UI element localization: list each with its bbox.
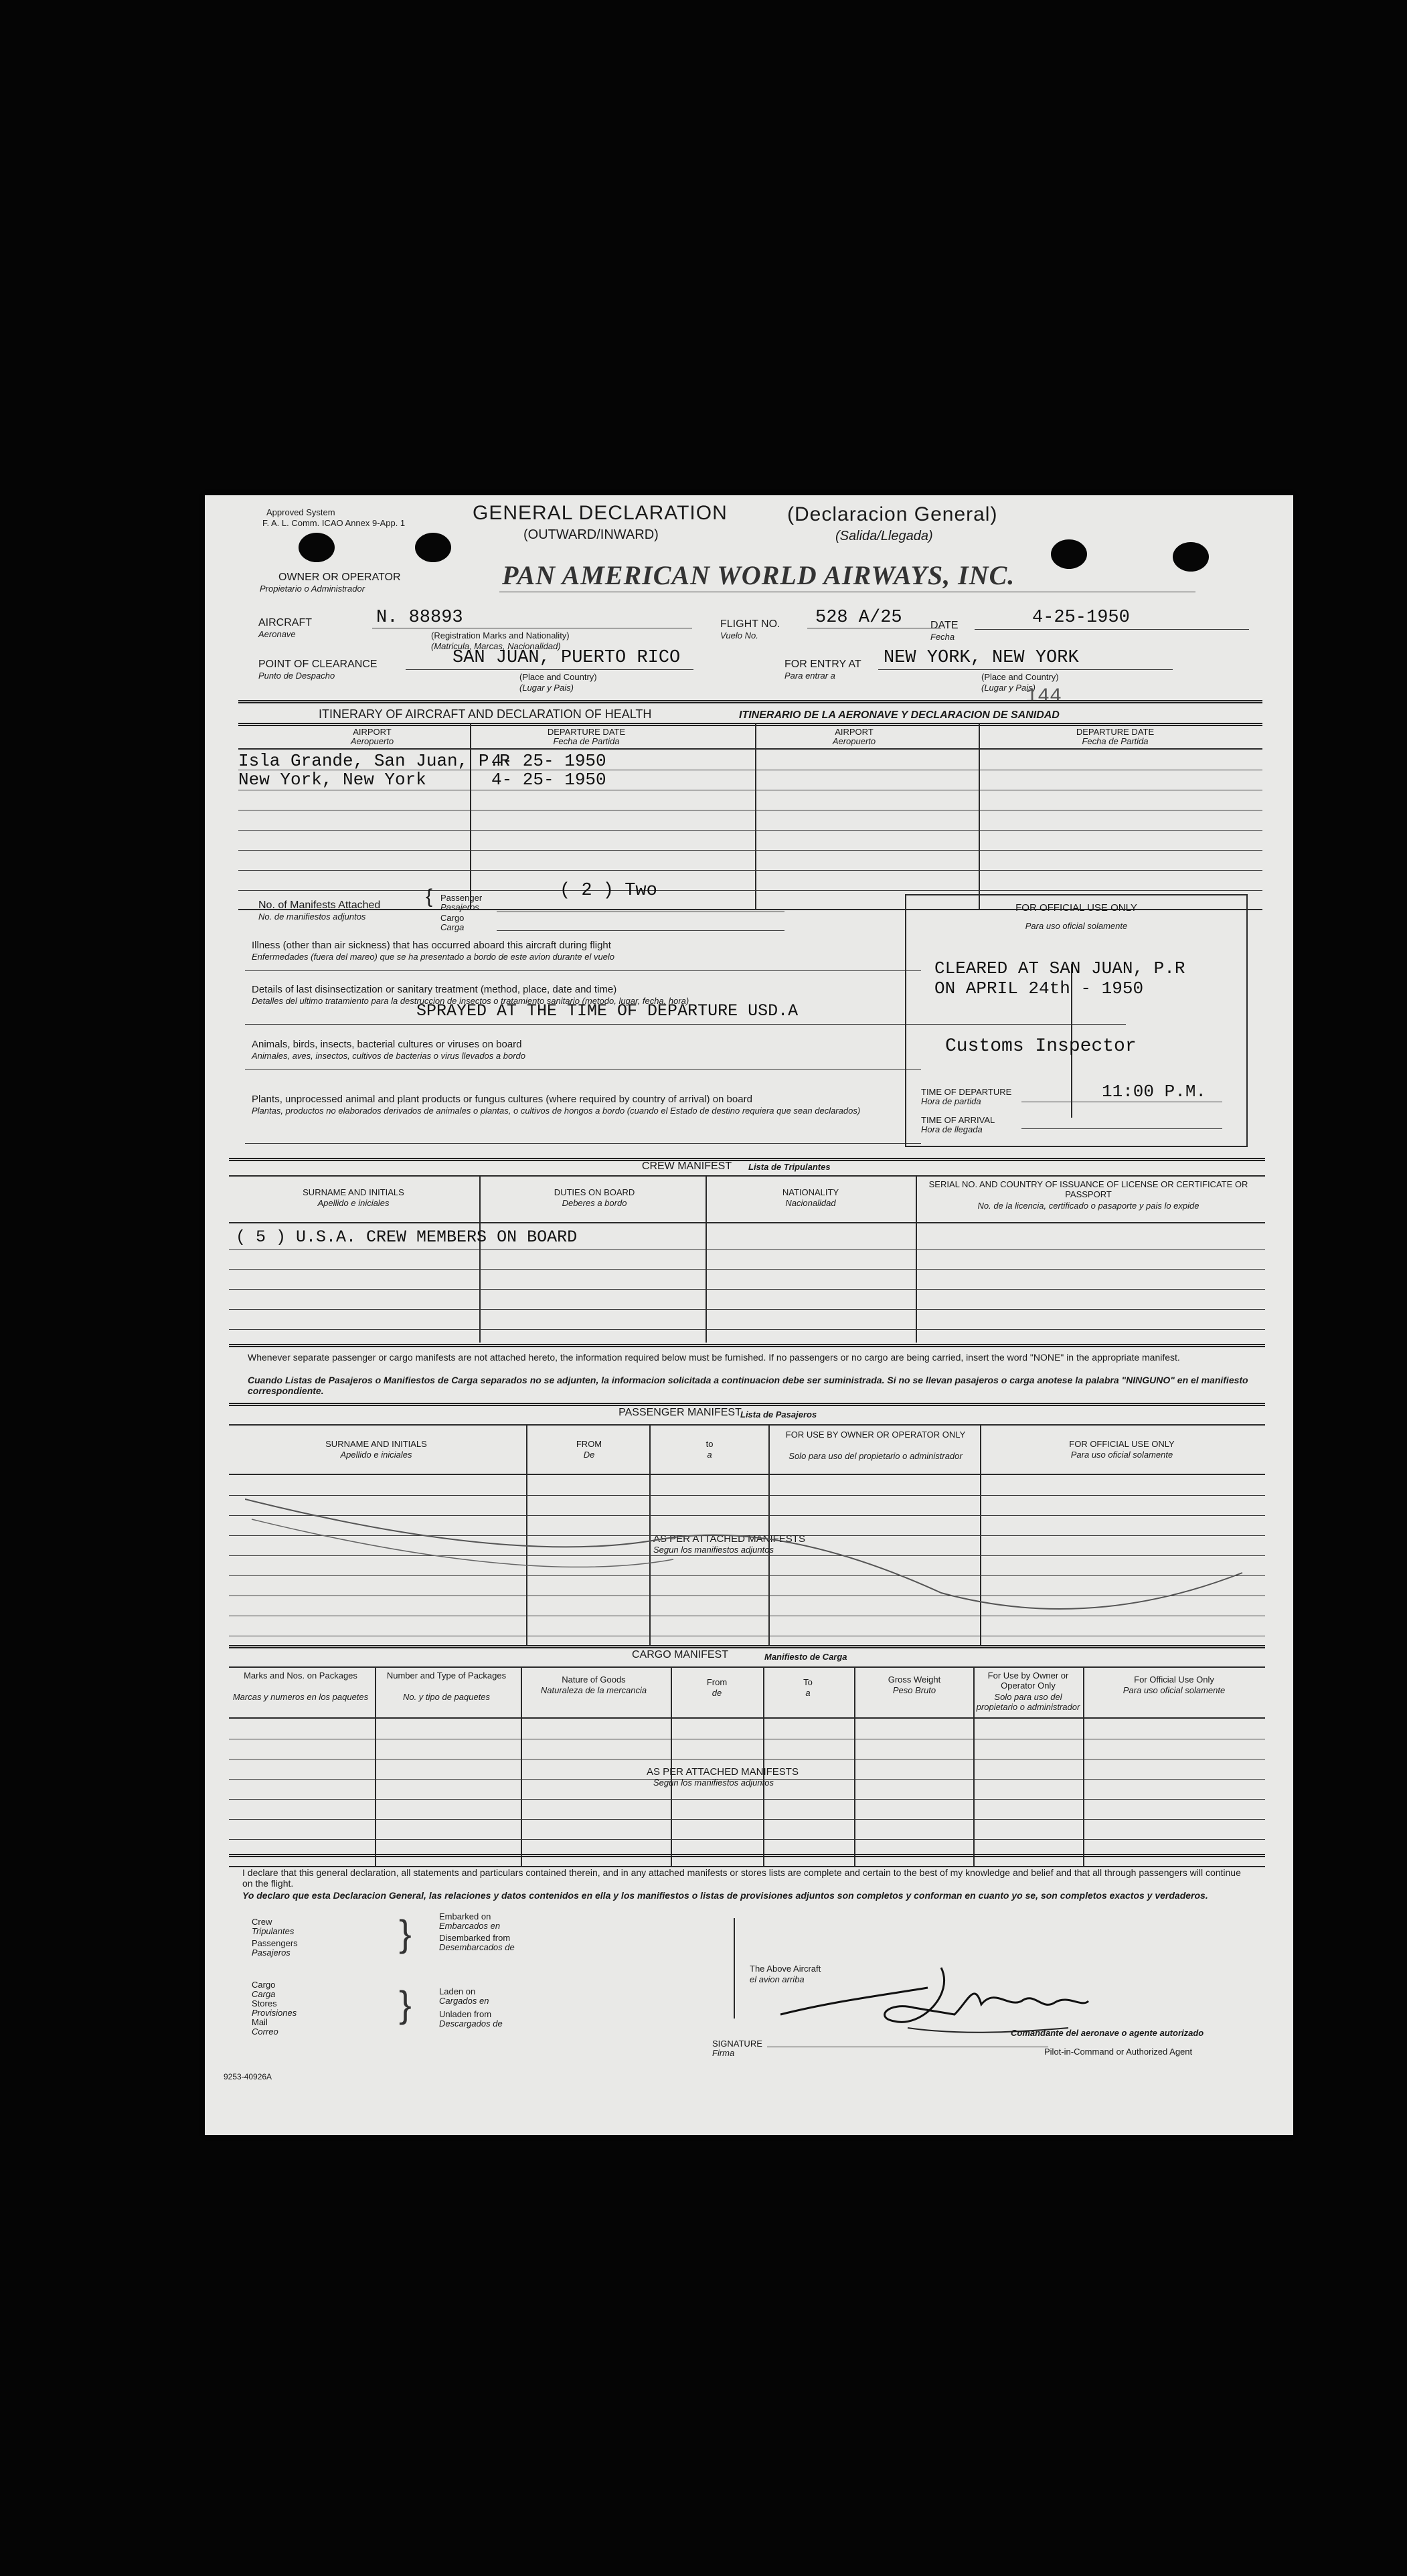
registration-note-es: (Matricula, Marcas, Nacionalidad) bbox=[431, 641, 561, 651]
crew-col-surname-es: Apellido e iniciales bbox=[317, 1198, 390, 1208]
pax-attached-es: Segun los manifiestos adjuntos bbox=[653, 1545, 774, 1555]
pax-col-from-es: De bbox=[583, 1450, 595, 1460]
crew-col-license: SERIAL NO. AND COUNTRY OF ISSUANCE OF LICENSE OR CERTIFICATE OR PASSPORT bbox=[928, 1179, 1248, 1199]
unladen-label: Unladen from bbox=[439, 2009, 492, 2019]
cargo-col-owner: For Use by Owner or Operator Only bbox=[987, 1670, 1069, 1691]
approved-note: Approved System bbox=[266, 507, 335, 517]
pax-col-official-es: Para uso oficial solamente bbox=[1070, 1450, 1173, 1460]
illness-text: Illness (other than air sickness) that has occurred aboard this aircraft during flight bbox=[252, 940, 611, 951]
signature-label-es: Firma bbox=[712, 2048, 735, 2058]
passengers-label: Passengers bbox=[252, 1938, 298, 1948]
date-value: 4-25-1950 bbox=[1032, 608, 1130, 628]
aircraft-label-es: Aeronave bbox=[258, 629, 296, 639]
cargo-attached: AS PER ATTACHED MANIFESTS bbox=[647, 1766, 799, 1778]
place-note-2: (Place and Country) bbox=[981, 672, 1059, 682]
official-heading-es: Para uso oficial solamente bbox=[1025, 921, 1128, 931]
cargo-col-from: From bbox=[706, 1677, 728, 1687]
cargo-col-weight-es: Peso Bruto bbox=[892, 1685, 936, 1695]
passenger-label-es: Pasajeros bbox=[440, 902, 479, 912]
itinerary-heading: ITINERARY OF AIRCRAFT AND DECLARATION OF HEALTH bbox=[319, 707, 652, 721]
manifests-value: ( 2 ) Two bbox=[560, 881, 657, 901]
itin-col-airport-2: AIRPORT bbox=[835, 727, 874, 737]
punch-hole bbox=[1173, 542, 1209, 572]
laden-label: Laden on bbox=[439, 1986, 476, 1996]
flight-no-value: 528 A/25 bbox=[815, 608, 902, 628]
itin-col-airport-2-es: Aeropuerto bbox=[832, 736, 876, 746]
clearance-label-es: Punto de Despacho bbox=[258, 671, 335, 681]
itin-col-airport-es: Aeropuerto bbox=[350, 736, 394, 746]
notice-text-es: Cuando Listas de Pasajeros o Manifiestos de Carga separados no se adjunten, la informacion solicitada a continuacion debe ser suministrada. Si no se llevan pasajeros o carga anotese la palabra "NINGUNO" en el manifiesto correspondiente. bbox=[248, 1375, 1248, 1396]
plants-text-es: Plantas, productos no elaborados derivados de animales o plantas, o cultivos de hongos a bordo (cuando el Estado de destino requiera que sean declarados) bbox=[252, 1106, 861, 1116]
entry-value: NEW YORK, NEW YORK bbox=[884, 648, 1079, 668]
registration-note: (Registration Marks and Nationality) bbox=[431, 630, 570, 640]
cargo-label: Cargo bbox=[440, 913, 465, 923]
cargo-col-official: For Official Use Only bbox=[1134, 1675, 1214, 1685]
aircraft-value: N. 88893 bbox=[376, 608, 463, 628]
approved-ref: F. A. L. Comm. ICAO Annex 9-App. 1 bbox=[262, 518, 406, 528]
cargo-col-weight: Gross Weight bbox=[888, 1675, 941, 1685]
itin-col-departure-2: DEPARTURE DATE bbox=[1076, 727, 1155, 737]
pax-attached: AS PER ATTACHED MANIFESTS bbox=[653, 1533, 805, 1545]
cargo-decl-label-es: Carga bbox=[252, 1989, 276, 1999]
crossed-out-lines bbox=[245, 1459, 1249, 1633]
itin-col-departure: DEPARTURE DATE bbox=[547, 727, 626, 737]
disinfection-text-es: Detalles del ultimo tratamiento para la destruccion de insectos o tratamiento sanitario (metodo, lugar, fecha, hora) bbox=[252, 996, 689, 1006]
animals-text: Animals, birds, insects, bacterial cultures or viruses on board bbox=[252, 1039, 522, 1050]
direction: (OUTWARD/INWARD) bbox=[523, 527, 659, 542]
official-heading: FOR OFFICIAL USE ONLY bbox=[1015, 902, 1137, 914]
stores-label-es: Provisiones bbox=[252, 2008, 297, 2018]
passenger-heading: PASSENGER MANIFEST bbox=[618, 1407, 742, 1418]
flight-no-label-es: Vuelo No. bbox=[720, 630, 758, 640]
itin-col-departure-es: Fecha de Partida bbox=[553, 736, 620, 746]
cargo-col-nature-es: Naturaleza de la mercancia bbox=[540, 1685, 647, 1695]
entry-label-es: Para entrar a bbox=[784, 671, 835, 681]
commander-label: Comandante del aeronave o agente autorizado bbox=[1011, 2028, 1204, 2038]
arrival-label-es: Hora de llegada bbox=[921, 1124, 983, 1134]
official-use-box bbox=[905, 894, 1248, 1147]
notice-text: Whenever separate passenger or cargo manifests are not attached hereto, the information required below must be furnished. If no passengers or no cargo are being carried, insert the word "NONE" in the appropriate manifest. bbox=[248, 1352, 1180, 1363]
cargo-decl-label: Cargo bbox=[252, 1980, 276, 1990]
cargo-col-from-es: de bbox=[712, 1688, 722, 1698]
stamp-line1: CLEARED AT SAN JUAN, P.R bbox=[934, 958, 1185, 978]
crew-label-es: Tripulantes bbox=[252, 1926, 295, 1936]
cargo-label-es: Carga bbox=[440, 922, 465, 932]
itinerary-heading-es: ITINERARIO DE LA AERONAVE Y DECLARACION DE SANIDAD bbox=[739, 709, 1060, 721]
crew-heading-es: Lista de Tripulantes bbox=[748, 1162, 831, 1172]
crew-heading: CREW MANIFEST bbox=[641, 1161, 732, 1172]
itin-row1-airport: Isla Grande, San Juan, P.R bbox=[238, 751, 510, 771]
cargo-col-number-es: No. y tipo de paquetes bbox=[402, 1692, 491, 1702]
cargo-col-marks-es: Marcas y numeros en los paquetes bbox=[232, 1692, 369, 1702]
cargo-attached-es: Segun los manifiestos adjuntos bbox=[653, 1778, 774, 1788]
passengers-label-es: Pasajeros bbox=[252, 1948, 291, 1958]
crew-col-duties: DUTIES ON BOARD bbox=[554, 1187, 635, 1197]
crew-col-license-es: No. de la licencia, certificado o pasaporte y pais lo expide bbox=[977, 1201, 1199, 1211]
pax-col-owner: FOR USE BY OWNER OR OPERATOR ONLY bbox=[785, 1430, 966, 1440]
cargo-heading: CARGO MANIFEST bbox=[631, 1649, 728, 1660]
itin-row2-airport: New York, New York bbox=[238, 770, 426, 790]
departure-label-es: Hora de partida bbox=[921, 1096, 981, 1106]
customs-inspector: Customs Inspector bbox=[945, 1036, 1137, 1057]
aircraft-label: AIRCRAFT bbox=[258, 617, 312, 628]
stamp-line2: ON APRIL 24th - 1950 bbox=[934, 978, 1144, 999]
pax-col-surname: SURNAME AND INITIALS bbox=[325, 1439, 427, 1449]
pax-col-from: FROM bbox=[576, 1439, 602, 1449]
punch-hole bbox=[415, 533, 451, 562]
entry-label: FOR ENTRY AT bbox=[784, 659, 861, 670]
operator-name: PAN AMERICAN WORLD AIRWAYS, INC. bbox=[502, 560, 1015, 590]
itin-row2-date: 4- 25- 1950 bbox=[491, 770, 606, 790]
brace-icon: { bbox=[426, 885, 433, 908]
date-label-es: Fecha bbox=[930, 632, 955, 642]
mail-label: Mail bbox=[252, 2017, 268, 2027]
manifests-label-es: No. de manifiestos adjuntos bbox=[258, 912, 366, 922]
passenger-label: Passenger bbox=[440, 893, 483, 903]
embarked-label-es: Embarcados en bbox=[439, 1921, 501, 1931]
crew-col-duties-es: Deberes a bordo bbox=[562, 1198, 627, 1208]
cargo-heading-es: Manifiesto de Carga bbox=[764, 1652, 847, 1662]
crew-col-nationality: NATIONALITY bbox=[782, 1187, 839, 1197]
place-note-2-es: (Lugar y Pais) bbox=[981, 683, 1036, 693]
disembarked-label-es: Desembarcados de bbox=[439, 1942, 515, 1952]
declaration-form bbox=[205, 495, 1293, 2135]
declaration-text: I declare that this general declaration, all statements and particulars contained therein, and in any attached manifests or stores lists are complete and certain to the best of my knowledge and belief and that all through passengers will continue on the flight. bbox=[242, 1867, 1241, 1889]
form-title: GENERAL DECLARATION bbox=[473, 502, 728, 524]
punch-hole bbox=[299, 533, 335, 562]
pax-col-official: FOR OFFICIAL USE ONLY bbox=[1069, 1439, 1175, 1449]
pax-col-to-es: a bbox=[707, 1450, 712, 1460]
owner-label-es: Propietario o Administrador bbox=[260, 584, 365, 594]
stores-label: Stores bbox=[252, 1998, 277, 2008]
pax-col-owner-es: Solo para uso del propietario o administrador bbox=[789, 1451, 963, 1461]
plants-text: Plants, unprocessed animal and plant products or fungus cultures (where required by country of arrival) on board bbox=[252, 1094, 752, 1105]
disinfection-value: SPRAYED AT THE TIME OF DEPARTURE USD.A bbox=[416, 1001, 799, 1021]
itin-col-airport: AIRPORT bbox=[353, 727, 392, 737]
arrival-label: TIME OF ARRIVAL bbox=[921, 1115, 995, 1125]
pax-col-to: to bbox=[706, 1439, 714, 1449]
cargo-col-marks: Marks and Nos. on Packages bbox=[244, 1670, 357, 1681]
owner-label: OWNER OR OPERATOR bbox=[278, 572, 401, 583]
form-number: 9253-40926A bbox=[224, 2072, 272, 2081]
brace-icon: } bbox=[399, 1912, 412, 1954]
crew-col-nationality-es: Nacionalidad bbox=[785, 1198, 836, 1208]
cargo-col-to: To bbox=[803, 1677, 813, 1687]
itin-col-departure-2-es: Fecha de Partida bbox=[1082, 736, 1149, 746]
above-aircraft-es: el avion arriba bbox=[750, 1974, 805, 1984]
cargo-col-official-es: Para uso oficial solamente bbox=[1123, 1685, 1226, 1695]
animals-text-es: Animales, aves, insectos, cultivos de bacterias o virus llevados a bordo bbox=[252, 1051, 525, 1061]
passenger-heading-es: Lista de Pasajeros bbox=[740, 1409, 817, 1420]
flight-no-label: FLIGHT NO. bbox=[720, 618, 780, 630]
disembarked-label: Disembarked from bbox=[439, 1933, 511, 1943]
crew-entry: ( 5 ) U.S.A. CREW MEMBERS ON BOARD bbox=[236, 1227, 578, 1247]
pax-col-surname-es: Apellido e iniciales bbox=[340, 1450, 412, 1460]
punch-hole bbox=[1051, 539, 1087, 569]
unladen-label-es: Descargados de bbox=[439, 2019, 503, 2029]
crew-col-surname: SURNAME AND INITIALS bbox=[303, 1187, 404, 1197]
pilot-label: Pilot-in-Command or Authorized Agent bbox=[1044, 2047, 1193, 2057]
departure-label: TIME OF DEPARTURE bbox=[921, 1087, 1012, 1097]
above-aircraft: The Above Aircraft bbox=[750, 1964, 821, 1974]
mail-label-es: Correo bbox=[252, 2027, 278, 2037]
crew-label: Crew bbox=[252, 1917, 272, 1927]
brace-icon: } bbox=[399, 1983, 412, 2025]
place-note: (Place and Country) bbox=[519, 672, 597, 682]
cargo-col-nature: Nature of Goods bbox=[562, 1675, 626, 1685]
form-title-es: (Declaracion General) bbox=[787, 503, 998, 525]
disinfection-text: Details of last disinsectization or sanitary treatment (method, place, date and time) bbox=[252, 984, 617, 995]
departure-value: 11:00 P.M. bbox=[1102, 1082, 1207, 1102]
clearance-value: SAN JUAN, PUERTO RICO bbox=[452, 648, 681, 668]
direction-es: (Salida/Llegada) bbox=[835, 529, 933, 543]
cargo-col-owner-es: Solo para uso del propietario o administrador bbox=[976, 1692, 1080, 1712]
signature-label: SIGNATURE bbox=[712, 2039, 762, 2049]
place-note-es: (Lugar y Pais) bbox=[519, 683, 574, 693]
embarked-label: Embarked on bbox=[439, 1911, 491, 1921]
cargo-col-to-es: a bbox=[805, 1688, 811, 1698]
clearance-label: POINT OF CLEARANCE bbox=[258, 659, 378, 670]
laden-label-es: Cargados en bbox=[439, 1996, 489, 2006]
page-mark: 144 bbox=[1025, 685, 1062, 708]
manifests-label: No. of Manifests Attached bbox=[258, 899, 381, 911]
date-label: DATE bbox=[930, 620, 959, 631]
illness-text-es: Enfermedades (fuera del mareo) que se ha presentado a bordo de este avion durante el vuelo bbox=[252, 952, 615, 962]
declaration-text-es: Yo declaro que esta Declaracion General, las relaciones y datos contenidos en ella y los manifiestos o listas de provisiones adjuntos son completos y conforman en cuanto yo se, son completos exactos y verdaderos. bbox=[242, 1890, 1208, 1901]
cargo-col-number: Number and Type of Packages bbox=[386, 1670, 507, 1681]
itin-row1-date: 4- 25- 1950 bbox=[491, 751, 606, 771]
